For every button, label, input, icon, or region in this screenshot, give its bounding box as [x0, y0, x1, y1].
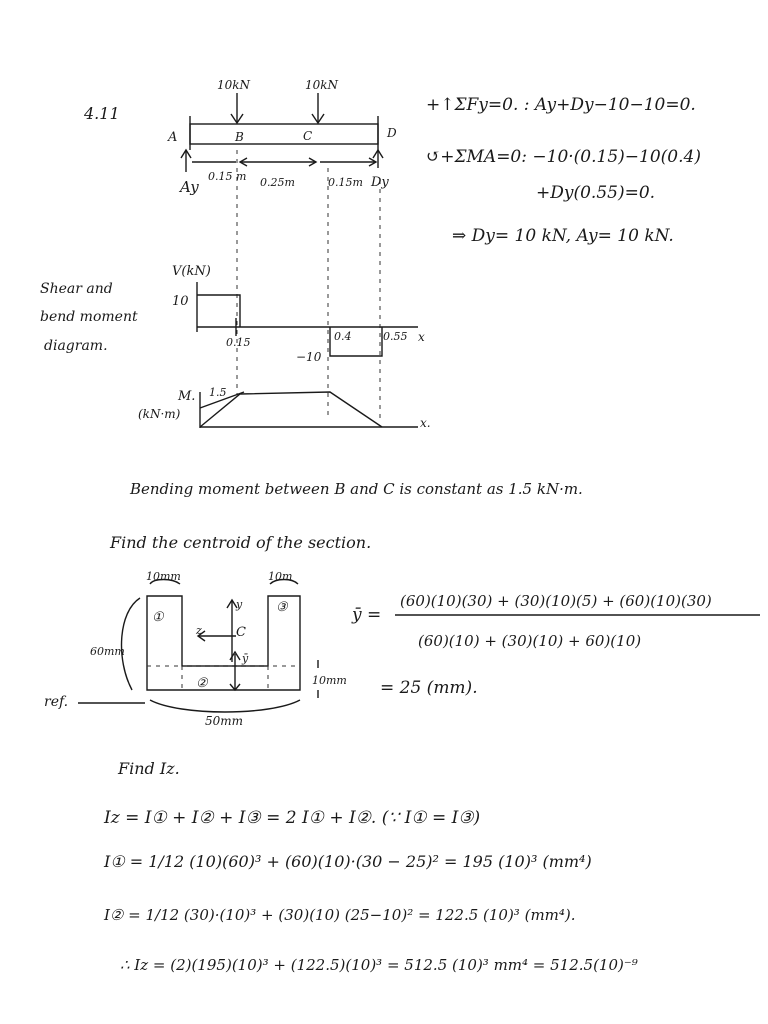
moment-axis-x: x.: [420, 416, 431, 430]
equation-result: ⇒ Dy= 10 kN, Ay= 10 kN.: [452, 226, 674, 246]
reaction-dy-label: Dy: [371, 175, 389, 190]
equation-sum-ma-2: +Dy(0.55)=0.: [536, 183, 656, 203]
shear-axis-x: x: [418, 330, 425, 344]
span-1-label: 0.15 m: [208, 170, 247, 183]
inertia-line-3: I② = 1/12 (30)·(10)³ + (30)(10) (25−10)² = 122.5 (10)³ (mm⁴).: [104, 906, 576, 924]
shear-value-positive: 10: [172, 294, 189, 309]
diagram-caption-line3: diagram.: [44, 338, 108, 354]
dim-width: 50mm: [205, 714, 244, 728]
moment-axis-title-2: (kN·m): [138, 407, 181, 421]
beam-drawing: [181, 93, 383, 172]
guide-lines: [237, 150, 380, 420]
dim-height: 60mm: [90, 645, 125, 658]
ref-label: ref.: [44, 694, 69, 710]
equation-sum-ma-1: ↺+ΣMA=0: −10·(0.15)−10(0.4): [426, 147, 701, 167]
shear-value-negative: −10: [296, 350, 322, 364]
point-c-label: C: [303, 129, 313, 143]
reaction-ay-label: Ay: [180, 178, 199, 196]
problem-number: 4.11: [84, 104, 120, 123]
diagram-caption-line2: bend moment: [40, 309, 138, 325]
load-label-right: 10kN: [305, 78, 339, 92]
centroid-lhs: ȳ =: [352, 605, 382, 625]
inertia-line-2: I① = 1/12 (10)(60)³ + (60)(10)·(30 − 25)² = 195 (10)³ (mm⁴): [104, 852, 592, 871]
span-3-label: 0.15m: [328, 176, 363, 189]
part-1-label: ①: [152, 610, 164, 625]
shear-tick-055: 0.55: [383, 330, 408, 343]
span-2-label: 0.25m: [260, 176, 295, 189]
find-centroid-heading: Find the centroid of the section.: [110, 533, 372, 552]
bending-statement: Bending moment between B and C is constant as 1.5 kN·m.: [130, 480, 583, 498]
axis-y-label: y: [236, 598, 243, 611]
find-iz-heading: Find Iz.: [118, 759, 180, 778]
shear-axis-title: V(kN): [172, 264, 211, 279]
centroid-result: = 25 (mm).: [380, 678, 478, 698]
moment-peak-value: 1.5: [209, 386, 227, 399]
ybar-label: ȳ: [242, 652, 249, 665]
dim-left-top: 10mm: [146, 570, 181, 583]
centroid-numerator: (60)(10)(30) + (30)(10)(5) + (60)(10)(30): [400, 592, 712, 610]
part-3-label: ③: [276, 600, 288, 615]
centroid-denominator: (60)(10) + (30)(10) + 60)(10): [418, 632, 642, 650]
shear-tick-015: 0.15: [226, 336, 251, 349]
point-a-label: A: [168, 130, 178, 145]
point-b-label: B: [235, 130, 244, 144]
diagram-caption-line1: Shear and: [40, 281, 113, 297]
shear-tick-04: 0.4: [334, 330, 352, 343]
dim-right-top: 10m: [268, 570, 293, 583]
load-label-left: 10kN: [217, 78, 251, 92]
centroid-c-label: C: [236, 625, 246, 640]
axis-z-label: z: [196, 624, 202, 637]
point-d-label: D: [387, 126, 397, 140]
inertia-line-1: Iz = I① + I② + I③ = 2 I① + I②. (∵ I① = I③): [104, 808, 481, 828]
equation-sum-fy: +↑ΣFy=0. : Ay+Dy−10−10=0.: [426, 95, 696, 115]
moment-axis-title-1: M.: [178, 389, 196, 404]
moment-diagram: [200, 392, 418, 428]
dim-bottom: 10mm: [312, 674, 347, 687]
part-2-label: ②: [196, 676, 208, 691]
inertia-line-4: ∴ Iz = (2)(195)(10)³ + (122.5)(10)³ = 512.5 (10)³ mm⁴ = 512.5(10)⁻⁹: [120, 956, 638, 974]
